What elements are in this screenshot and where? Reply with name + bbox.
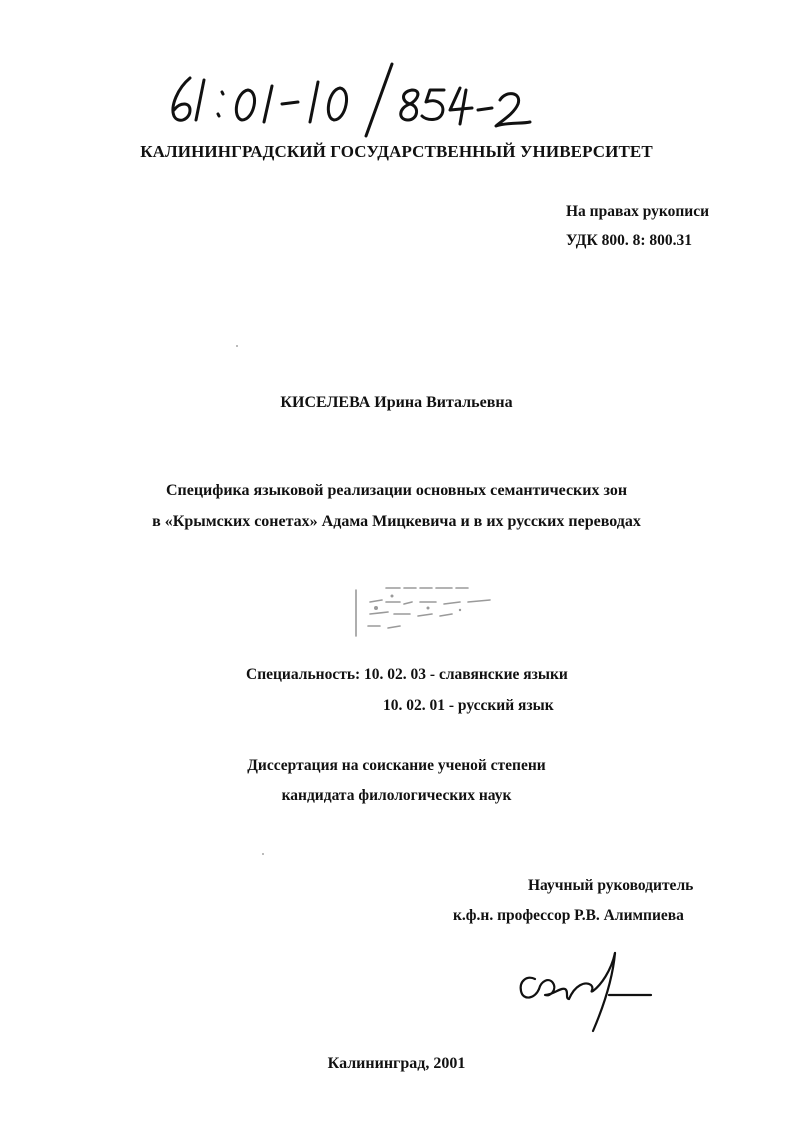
udk-code: УДК 800. 8: 800.31 [566,232,692,249]
city-and-year: Калининград, 2001 [327,1055,466,1072]
scan-speck [236,345,238,347]
specialty-line-1: Специальность: 10. 02. 03 - славянские языки [246,666,568,683]
scan-speck [262,853,264,855]
manuscript-rights-note: На правах рукописи [566,203,710,220]
supervisor-name: к.ф.н. профессор Р.В. Алимпиева [453,907,684,924]
handwritten-signature [505,945,665,1040]
supervisor-label: Научный руководитель [528,877,694,894]
author-name: КИСЕЛЕВА Ирина Витальевна [280,394,513,411]
dissertation-title-line-2: в «Крымских сонетах» Адама Мицкевича и в их русских переводах [152,513,641,530]
degree-line-2: кандидата филологических наук [281,787,512,804]
degree-line-1: Диссертация на соискание ученой степени [247,757,546,774]
university-name: КАЛИНИНГРАДСКИЙ ГОСУДАРСТВЕННЫЙ УНИВЕРСИТЕТ [140,142,653,161]
dissertation-title-line-1: Специфика языковой реализации основных семантических зон [165,482,628,499]
library-stamp [340,578,520,640]
handwritten-archive-code [160,60,540,140]
specialty-line-2: 10. 02. 01 - русский язык [383,697,554,714]
